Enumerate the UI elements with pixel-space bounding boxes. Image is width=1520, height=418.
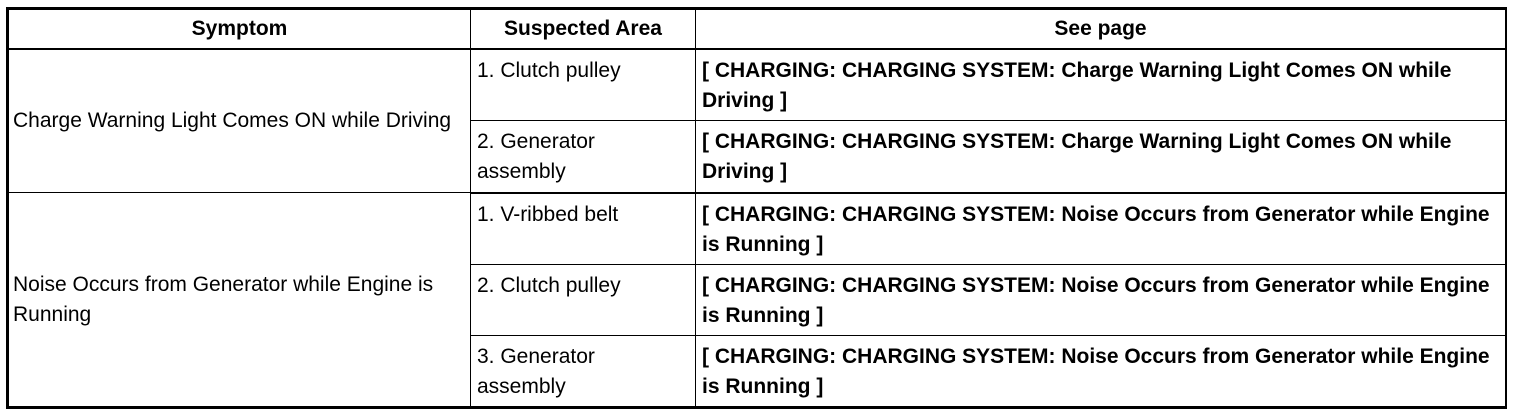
troubleshooting-table [8, 9, 1506, 407]
suspected-area-cell: 1. Clutch pulley [471, 49, 696, 121]
table-row [9, 193, 1506, 265]
suspected-area-cell: 2. Generator assembly [471, 121, 696, 193]
see-page-link[interactable]: [ CHARGING: CHARGING SYSTEM: Charge Warning Light Comes ON while Driving ] [696, 121, 1506, 193]
header-symptom: Symptom [9, 10, 471, 50]
table-row [9, 49, 1506, 121]
suspected-area-cell: 3. Generator assembly [471, 335, 696, 406]
symptom-cell: Noise Occurs from Generator while Engine is Running [9, 193, 471, 407]
see-page-link[interactable]: [ CHARGING: CHARGING SYSTEM: Noise Occurs from Generator while Engine is Running ] [696, 264, 1506, 335]
table-header-row [9, 10, 1506, 50]
troubleshooting-table-frame [6, 7, 1507, 409]
symptom-cell: Charge Warning Light Comes ON while Driving [9, 49, 471, 192]
suspected-area-cell: 1. V-ribbed belt [471, 193, 696, 265]
suspected-area-cell: 2. Clutch pulley [471, 264, 696, 335]
see-page-link[interactable]: [ CHARGING: CHARGING SYSTEM: Noise Occurs from Generator while Engine is Running ] [696, 193, 1506, 265]
header-see-page: See page [696, 10, 1506, 50]
header-suspected-area: Suspected Area [471, 10, 696, 50]
see-page-link[interactable]: [ CHARGING: CHARGING SYSTEM: Noise Occurs from Generator while Engine is Running ] [696, 335, 1506, 406]
see-page-link[interactable]: [ CHARGING: CHARGING SYSTEM: Charge Warning Light Comes ON while Driving ] [696, 49, 1506, 121]
